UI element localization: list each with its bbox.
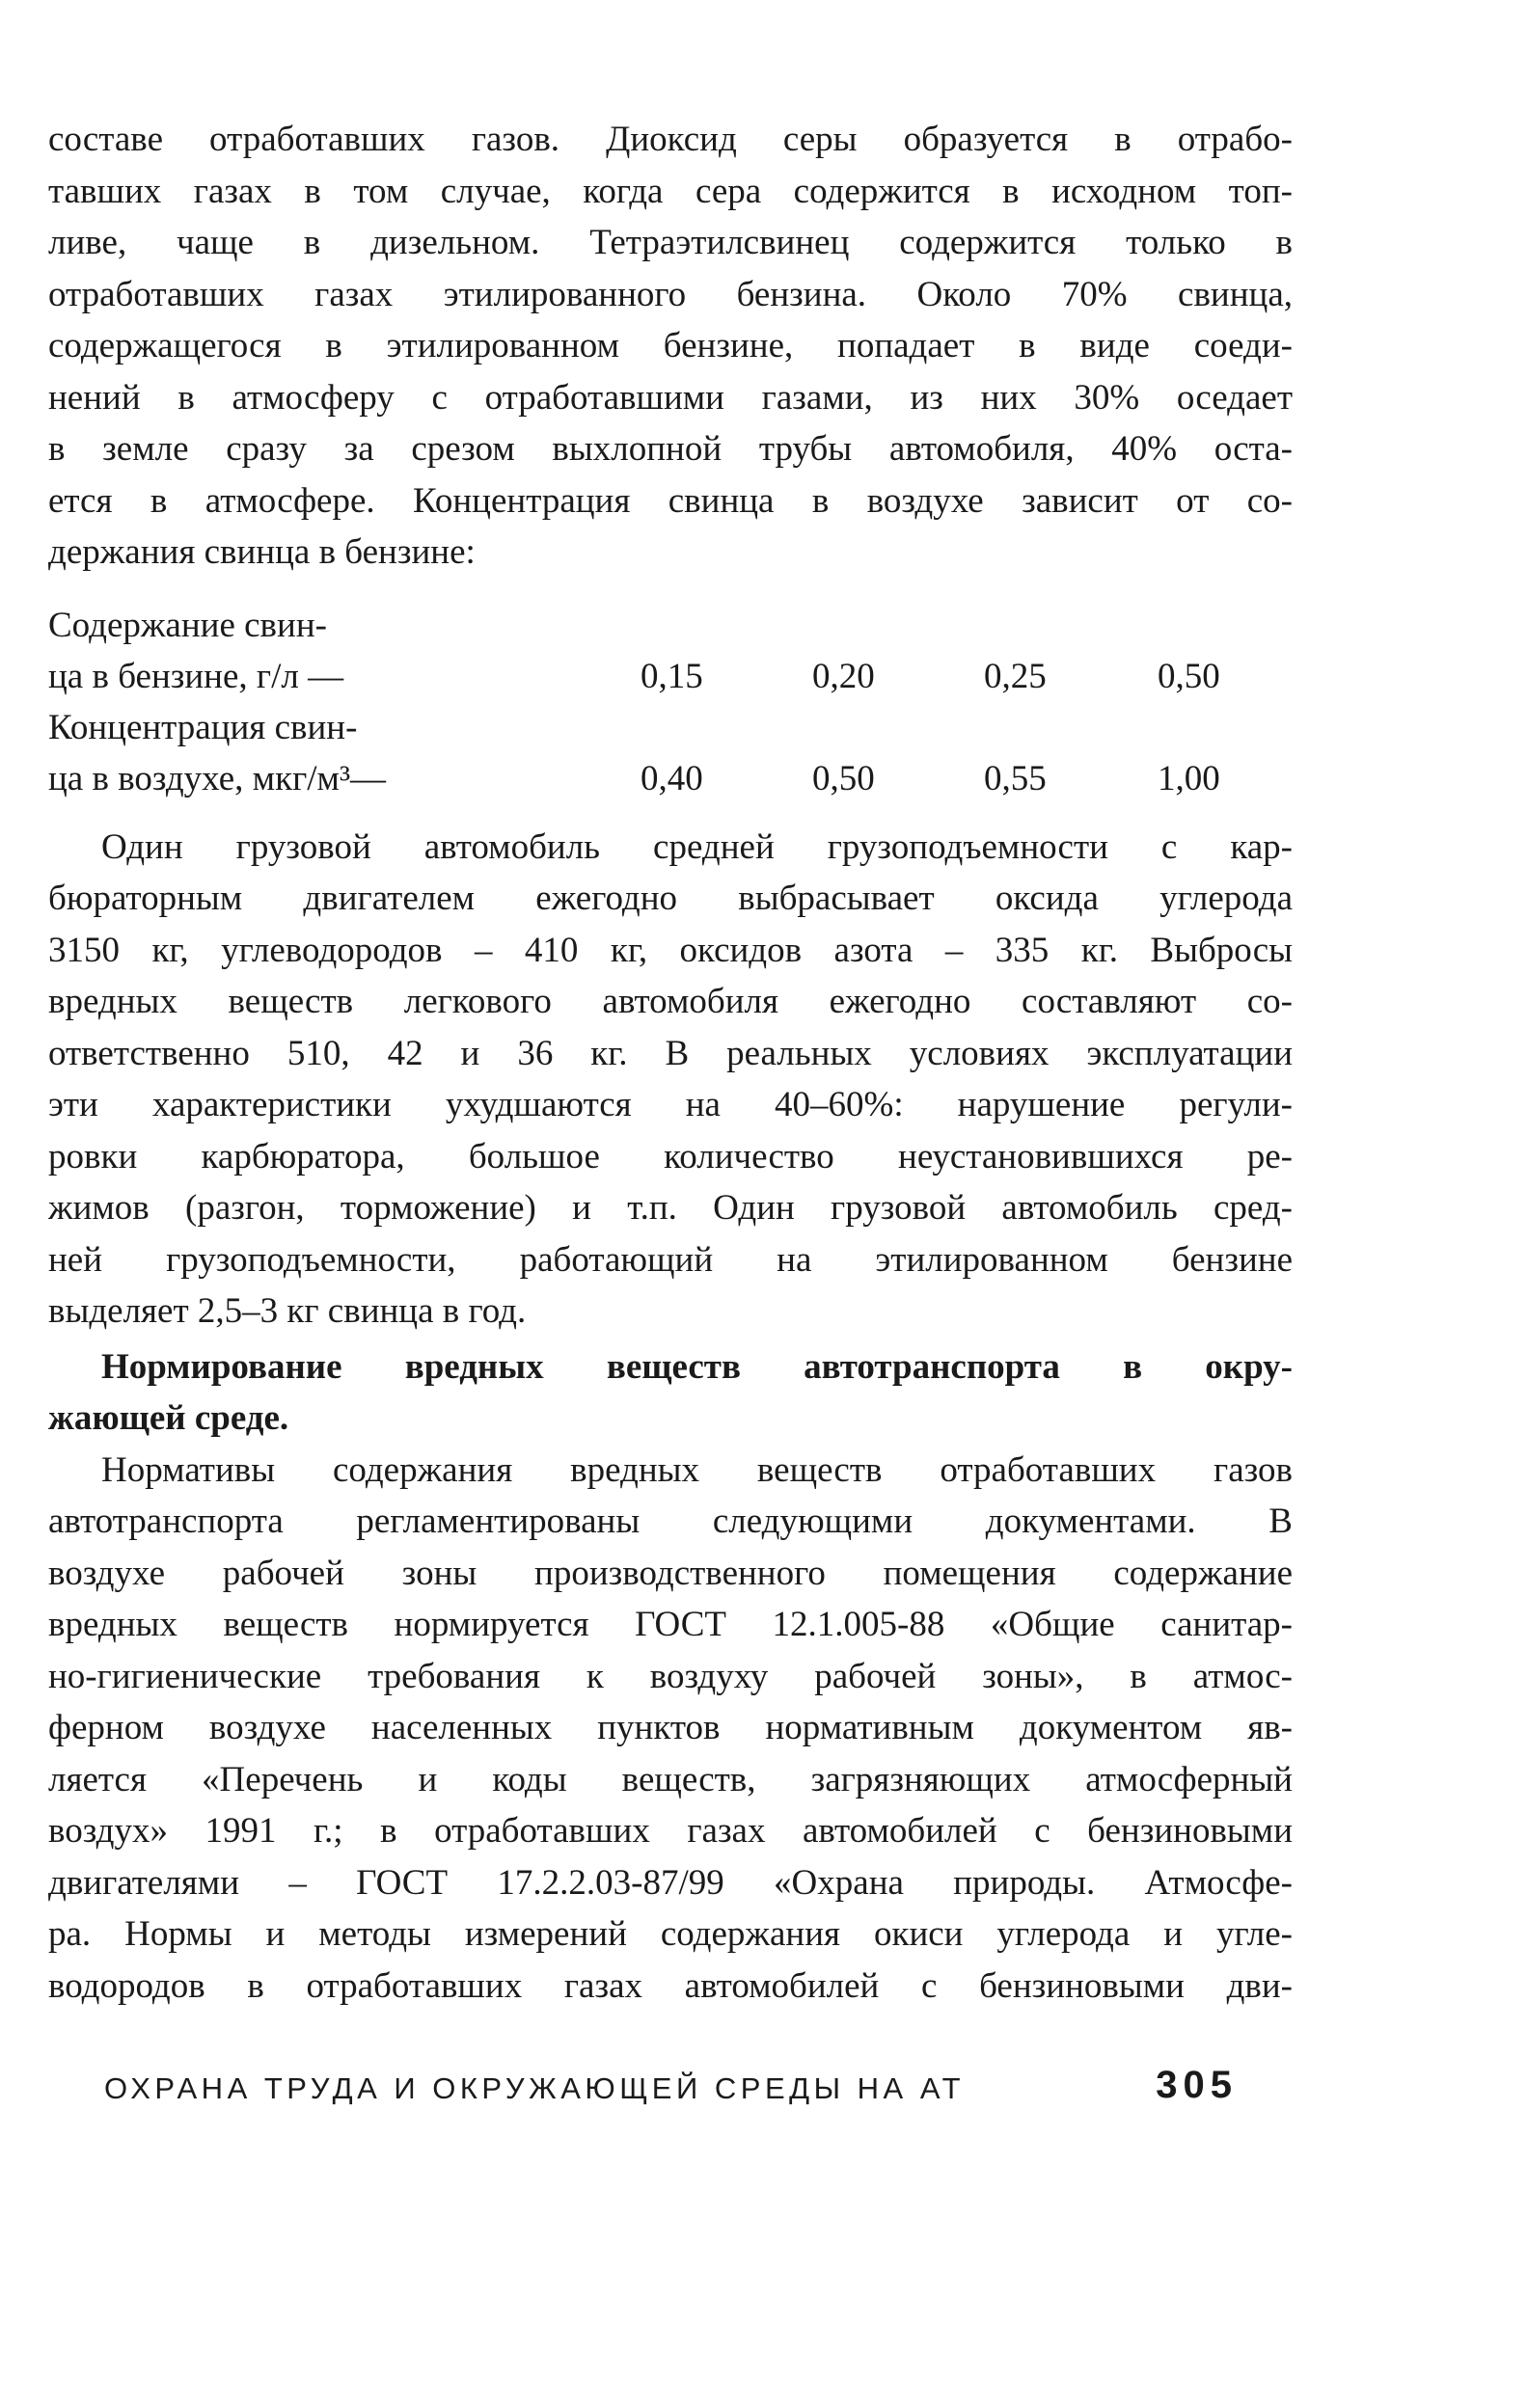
text-line: составе отработавших газов. Диоксид серы образуется в отрабо- — [48, 120, 1293, 159]
text-line: отработавших газах этилированного бензина. Около 70% свинца, — [48, 274, 1293, 314]
row-label-line: Содержание свин- — [48, 605, 327, 645]
paragraph-2 — [48, 822, 1293, 1338]
table-cell: 0,50 — [1158, 656, 1220, 696]
table-cell: 0,40 — [641, 758, 703, 798]
page-footer — [104, 2064, 1238, 2122]
text-line: ферном воздухе населенных пунктов нормативным документом яв- — [48, 1708, 1293, 1747]
text-line: держания свинца в бензине: — [48, 532, 476, 572]
text-line: выделяет 2,5–3 кг свинца в год. — [48, 1291, 527, 1331]
table-row-air-lead — [48, 702, 1293, 804]
text-line: ней грузоподъемности, работающий на этилированном бензине — [48, 1239, 1293, 1280]
paragraph-1 — [48, 114, 1293, 579]
table-cell: 0,50 — [812, 758, 875, 798]
text-line: воздух» 1991 г.; в отработавших газах автомобилей с бензиновыми — [48, 1811, 1293, 1851]
text-line: водородов в отработавших газах автомобилей с бензиновыми дви- — [48, 1965, 1293, 2006]
text-line: автотранспорта регламентированы следующими документами. В — [48, 1502, 1293, 1541]
heading-line: Нормирование вредных веществ автотранспорта в окру- — [101, 1346, 1293, 1387]
running-title: ОХРАНА ТРУДА И ОКРУЖАЮЩЕЙ СРЕДЫ НА АТ — [104, 2071, 966, 2105]
text-line: тавших газах в том случае, когда сера содержится в исходном топ- — [48, 171, 1293, 211]
section-heading — [48, 1341, 1293, 1445]
text-line: воздухе рабочей зоны производственного помещения содержание — [48, 1553, 1293, 1593]
table-cell: 0,20 — [812, 656, 875, 696]
text-line: содержащегося в этилированном бензине, попадает в виде соеди- — [48, 326, 1293, 365]
text-line: ответственно 510, 42 и 36 кг. В реальных условиях эксплуатации — [48, 1033, 1293, 1073]
text-line: двигателями – ГОСТ 17.2.2.03-87/99 «Охрана природы. Атмосфе- — [48, 1862, 1293, 1903]
page-body — [48, 114, 1293, 2012]
row-label-line: Концентрация свин- — [48, 707, 358, 747]
heading-line: жающей среде. — [48, 1398, 289, 1438]
text-line: но-гигиенические требования к воздуху рабочей зоны», в атмос- — [48, 1656, 1293, 1696]
text-line: ливе, чаще в дизельном. Тетраэтилсвинец содержится только в — [48, 223, 1293, 262]
table-cell: 0,55 — [984, 758, 1047, 798]
text-line: вредных веществ нормируется ГОСТ 12.1.005-88 «Общие санитар- — [48, 1605, 1293, 1644]
row-label-line: ца в бензине, г/л — — [48, 656, 344, 696]
table-row-fuel-lead — [48, 600, 1293, 702]
table-cell: 1,00 — [1158, 758, 1220, 798]
text-line: ра. Нормы и методы измерений содержания окиси углерода и угле- — [48, 1914, 1293, 1954]
text-line: ляется «Перечень и коды веществ, загрязняющих атмосферный — [48, 1759, 1293, 1799]
text-line: Один грузовой автомобиль средней грузоподъемности с кар- — [101, 826, 1293, 867]
text-line: жимов (разгон, торможение) и т.п. Один грузовой автомобиль сред- — [48, 1188, 1293, 1228]
text-line: в земле сразу за срезом выхлопной трубы автомобиля, 40% оста- — [48, 429, 1293, 469]
lead-concentration-table — [48, 600, 1293, 804]
row-label-line: ца в воздухе, мкг/м³— — [48, 758, 387, 798]
text-line: эти характеристики ухудшаются на 40–60%: нарушение регули- — [48, 1085, 1293, 1124]
text-line: 3150 кг, углеводородов – 410 кг, оксидов азота – 335 кг. Выбросы — [48, 930, 1293, 970]
text-line: нений в атмосферу с отработавшими газами, из них 30% оседает — [48, 377, 1293, 418]
text-line: Нормативы содержания вредных веществ отработавших газов — [101, 1449, 1293, 1490]
text-line: вредных веществ легкового автомобиля ежегодно составляют со- — [48, 982, 1293, 1021]
paragraph-3 — [48, 1445, 1293, 2013]
table-cell: 0,15 — [641, 656, 703, 696]
page-number: 305 — [1156, 2064, 1238, 2106]
table-cell: 0,25 — [984, 656, 1047, 696]
text-line: ровки карбюратора, большое количество неустановившихся ре- — [48, 1136, 1293, 1177]
text-line: ется в атмосфере. Концентрация свинца в воздухе зависит от со- — [48, 480, 1293, 521]
text-line: бюраторным двигателем ежегодно выбрасывает оксида углерода — [48, 879, 1293, 918]
